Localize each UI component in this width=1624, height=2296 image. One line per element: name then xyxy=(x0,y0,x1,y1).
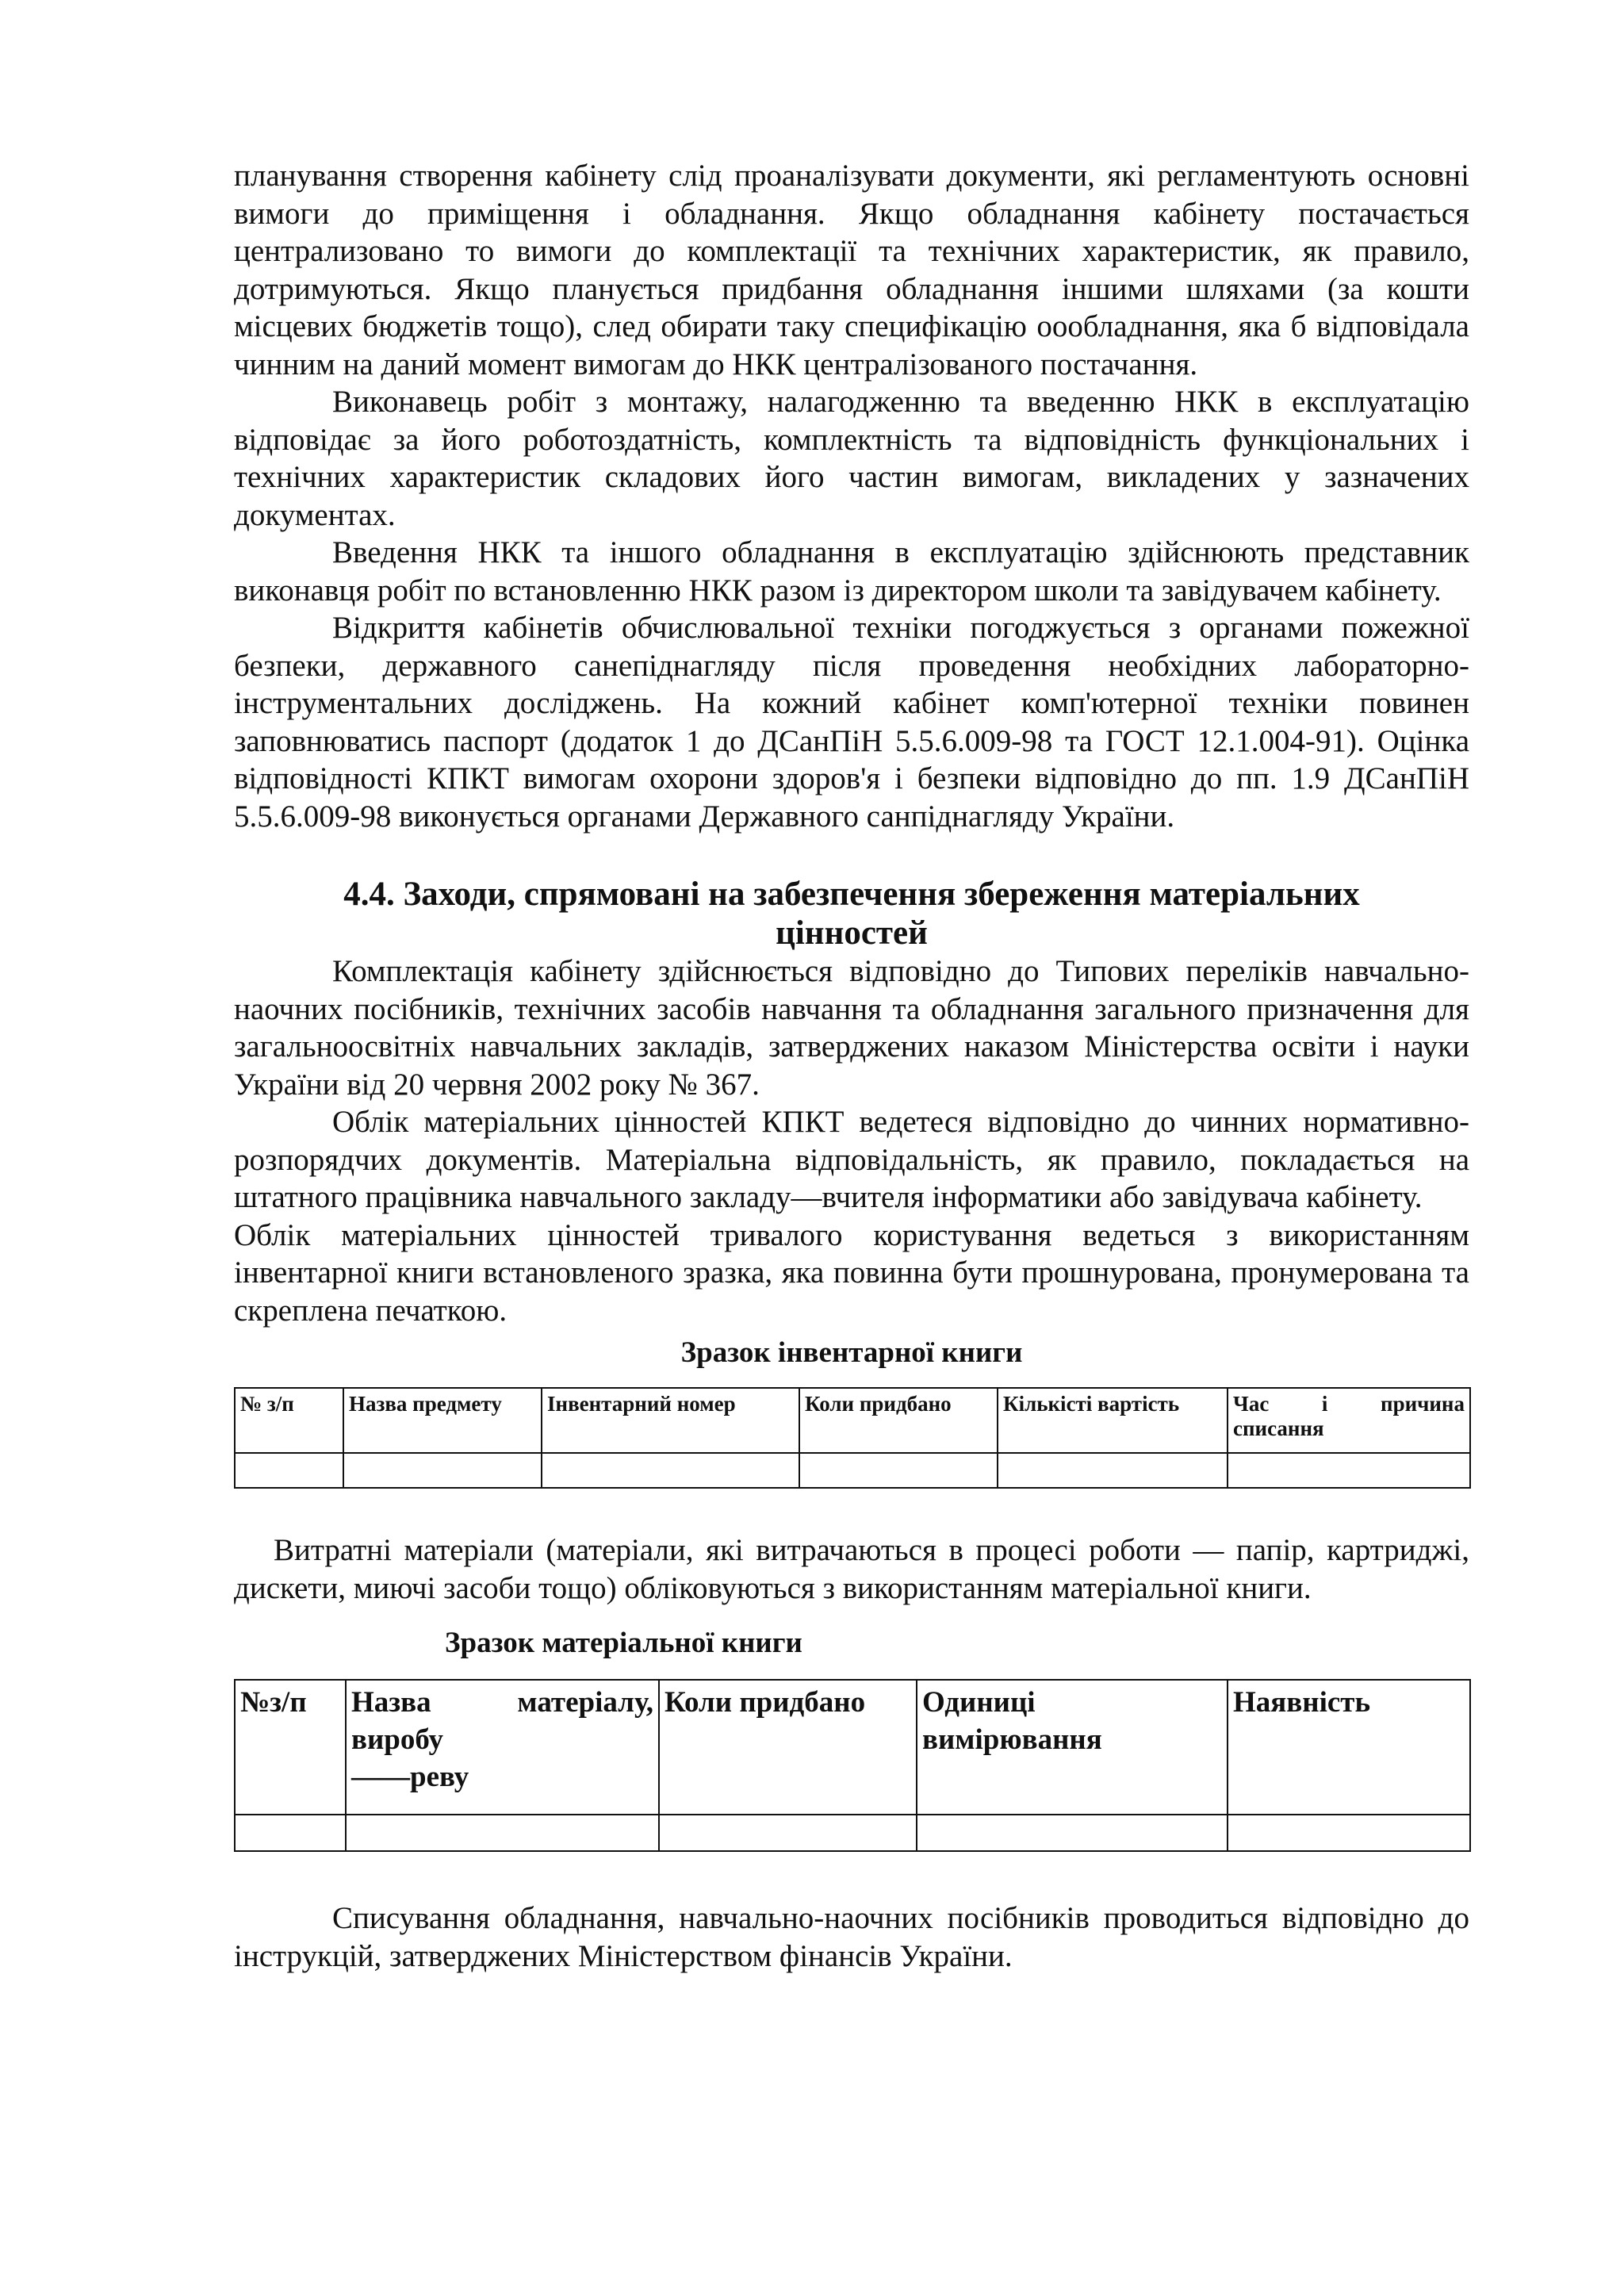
inventory-col-number: № з/п xyxy=(235,1388,343,1453)
inventory-col-purchase-date: Коли придбано xyxy=(799,1388,998,1453)
inventory-col-quantity-value: Кількісті вартість xyxy=(998,1388,1228,1453)
material-table-caption: Зразок матеріальної книги xyxy=(445,1627,802,1659)
material-col-availability: Наявність xyxy=(1228,1680,1470,1815)
table-cell xyxy=(235,1815,346,1851)
table-cell xyxy=(917,1815,1228,1851)
section-heading-line1: 4.4. Заходи, спрямовані на забезпечення збереження матеріальних xyxy=(343,876,1360,913)
table-cell xyxy=(998,1453,1228,1488)
inventory-table xyxy=(234,1387,1471,1489)
inventory-col-item-name: Назва предмету xyxy=(343,1388,542,1453)
material-col-number: №з/п xyxy=(235,1680,346,1815)
material-col-units: Одиниці вимірювання xyxy=(917,1680,1228,1815)
inventory-col-writeoff: Час і причина списання xyxy=(1228,1388,1470,1453)
inventory-table-caption: Зразок інвентарної книги xyxy=(680,1336,1023,1369)
material-name-label: Назва матеріалу, виробу xyxy=(351,1686,653,1756)
paragraph-inventory-book: Облік матеріальних цінностей тривалого користування ведеться з використанням інвентарної книги встановленого зразка, яка повинна бути прошнурована, пронумерована та скреплена печаткою. xyxy=(234,1217,1469,1328)
inventory-table-header-row xyxy=(235,1388,1470,1453)
table-cell xyxy=(346,1815,659,1851)
paragraph-writeoff: Списування обладнання, навчально-наочних посібників проводиться відповідно до інструкцій, затверджених Міністерством фінансів України. xyxy=(234,1901,1469,1973)
material-col-purchase-date: Коли придбано xyxy=(659,1680,917,1815)
inventory-table-empty-row xyxy=(235,1453,1470,1488)
material-col-material-name xyxy=(346,1680,659,1815)
table-cell xyxy=(1228,1453,1470,1488)
material-table-empty-row xyxy=(235,1815,1470,1851)
table-cell xyxy=(799,1453,998,1488)
paragraph-cabinet-opening: Відкриття кабінетів обчислювальної техніки погоджується з органами пожежної безпеки, державного санепіднагляду після проведення необхідних лабораторно-інструментальних досліджень. На кожний кабінет комп'ютерної техніки повинен заповнюватись паспорт (додаток 1 до ДСанПіН 5.5.6.009-98 та ГОСТ 12.1.004-91). Оцінка відповідності КПКТ вимогам охорони здоров'я і безпеки відповідно до пп. 1.9 ДСанПіН 5.5.6.009-98 виконується органами Державного санпіднагляду України. xyxy=(234,611,1469,834)
table-cell xyxy=(235,1453,343,1488)
section-heading xyxy=(234,875,1469,953)
section-heading-line2: цінностей xyxy=(776,914,928,952)
paragraph-accounting: Облік матеріальних цінностей КПКТ ведетеся відповідно до чинних нормативно-розпорядчих документів. Матеріальна відповідальність, як правило, покладається на штатного працівника навчального закладу—вчителя інформатики або завідувача кабінету. xyxy=(234,1105,1469,1214)
inventory-col-inventory-number: Інвентарний номер xyxy=(542,1388,799,1453)
paragraph-equipment-set: Комплектація кабінету здійснюється відповідно до Типових переліків навчально-наочних посібників, технічних засобів навчання та обладнання загального призначення для загальноосвітніх навчальних закладів, затверджених наказом Міністерства освіти і науки України від 20 червня 2002 року № 367. xyxy=(234,954,1469,1102)
material-table xyxy=(234,1679,1471,1852)
table-cell xyxy=(343,1453,542,1488)
paragraph-consumables: Витратні матеріали (матеріали, які витрачаються в процесі роботи — папір, картриджі, дискети, миючі засоби тощо) обліковуються з використанням матеріальної книги. xyxy=(234,1533,1469,1605)
paragraph-cabinet-planning: планування створення кабінету слід проаналізувати документи, які регламентують основні вимоги до приміщення і обладнання. Якщо обладнання кабінету постачається централизовано то вимоги до комплектації та технічних характеристик, як правило, дотримуються. Якщо планується придбання обладнання іншими шляхами (за кошти місцевих бюджетів тощо), след обирати таку специфікацію оообладнання, яка б відповідала чинним на даний момент вимогам до НКК централізованого постачання. xyxy=(234,159,1469,381)
paragraph-commissioning: Введення НКК та іншого обладнання в експлуатацію здійснюють представник виконавця робіт по встановленню НКК разом із директором школи та завідувачем кабінету. xyxy=(234,535,1469,608)
material-table-header-row xyxy=(235,1680,1470,1815)
material-name-extra: ——реву xyxy=(351,1761,469,1793)
table-cell xyxy=(542,1453,799,1488)
page-content xyxy=(234,157,1469,1975)
table-cell xyxy=(1228,1815,1470,1851)
table-cell xyxy=(659,1815,917,1851)
paragraph-contractor-responsibility: Виконавець робіт з монтажу, налагодженню та введенню НКК в експлуатацію відповідає за його роботоздатність, комплектність та відповідність функціональних і технічних характеристик складових його частин вимогам, викладених у зазначених документах. xyxy=(234,385,1469,532)
